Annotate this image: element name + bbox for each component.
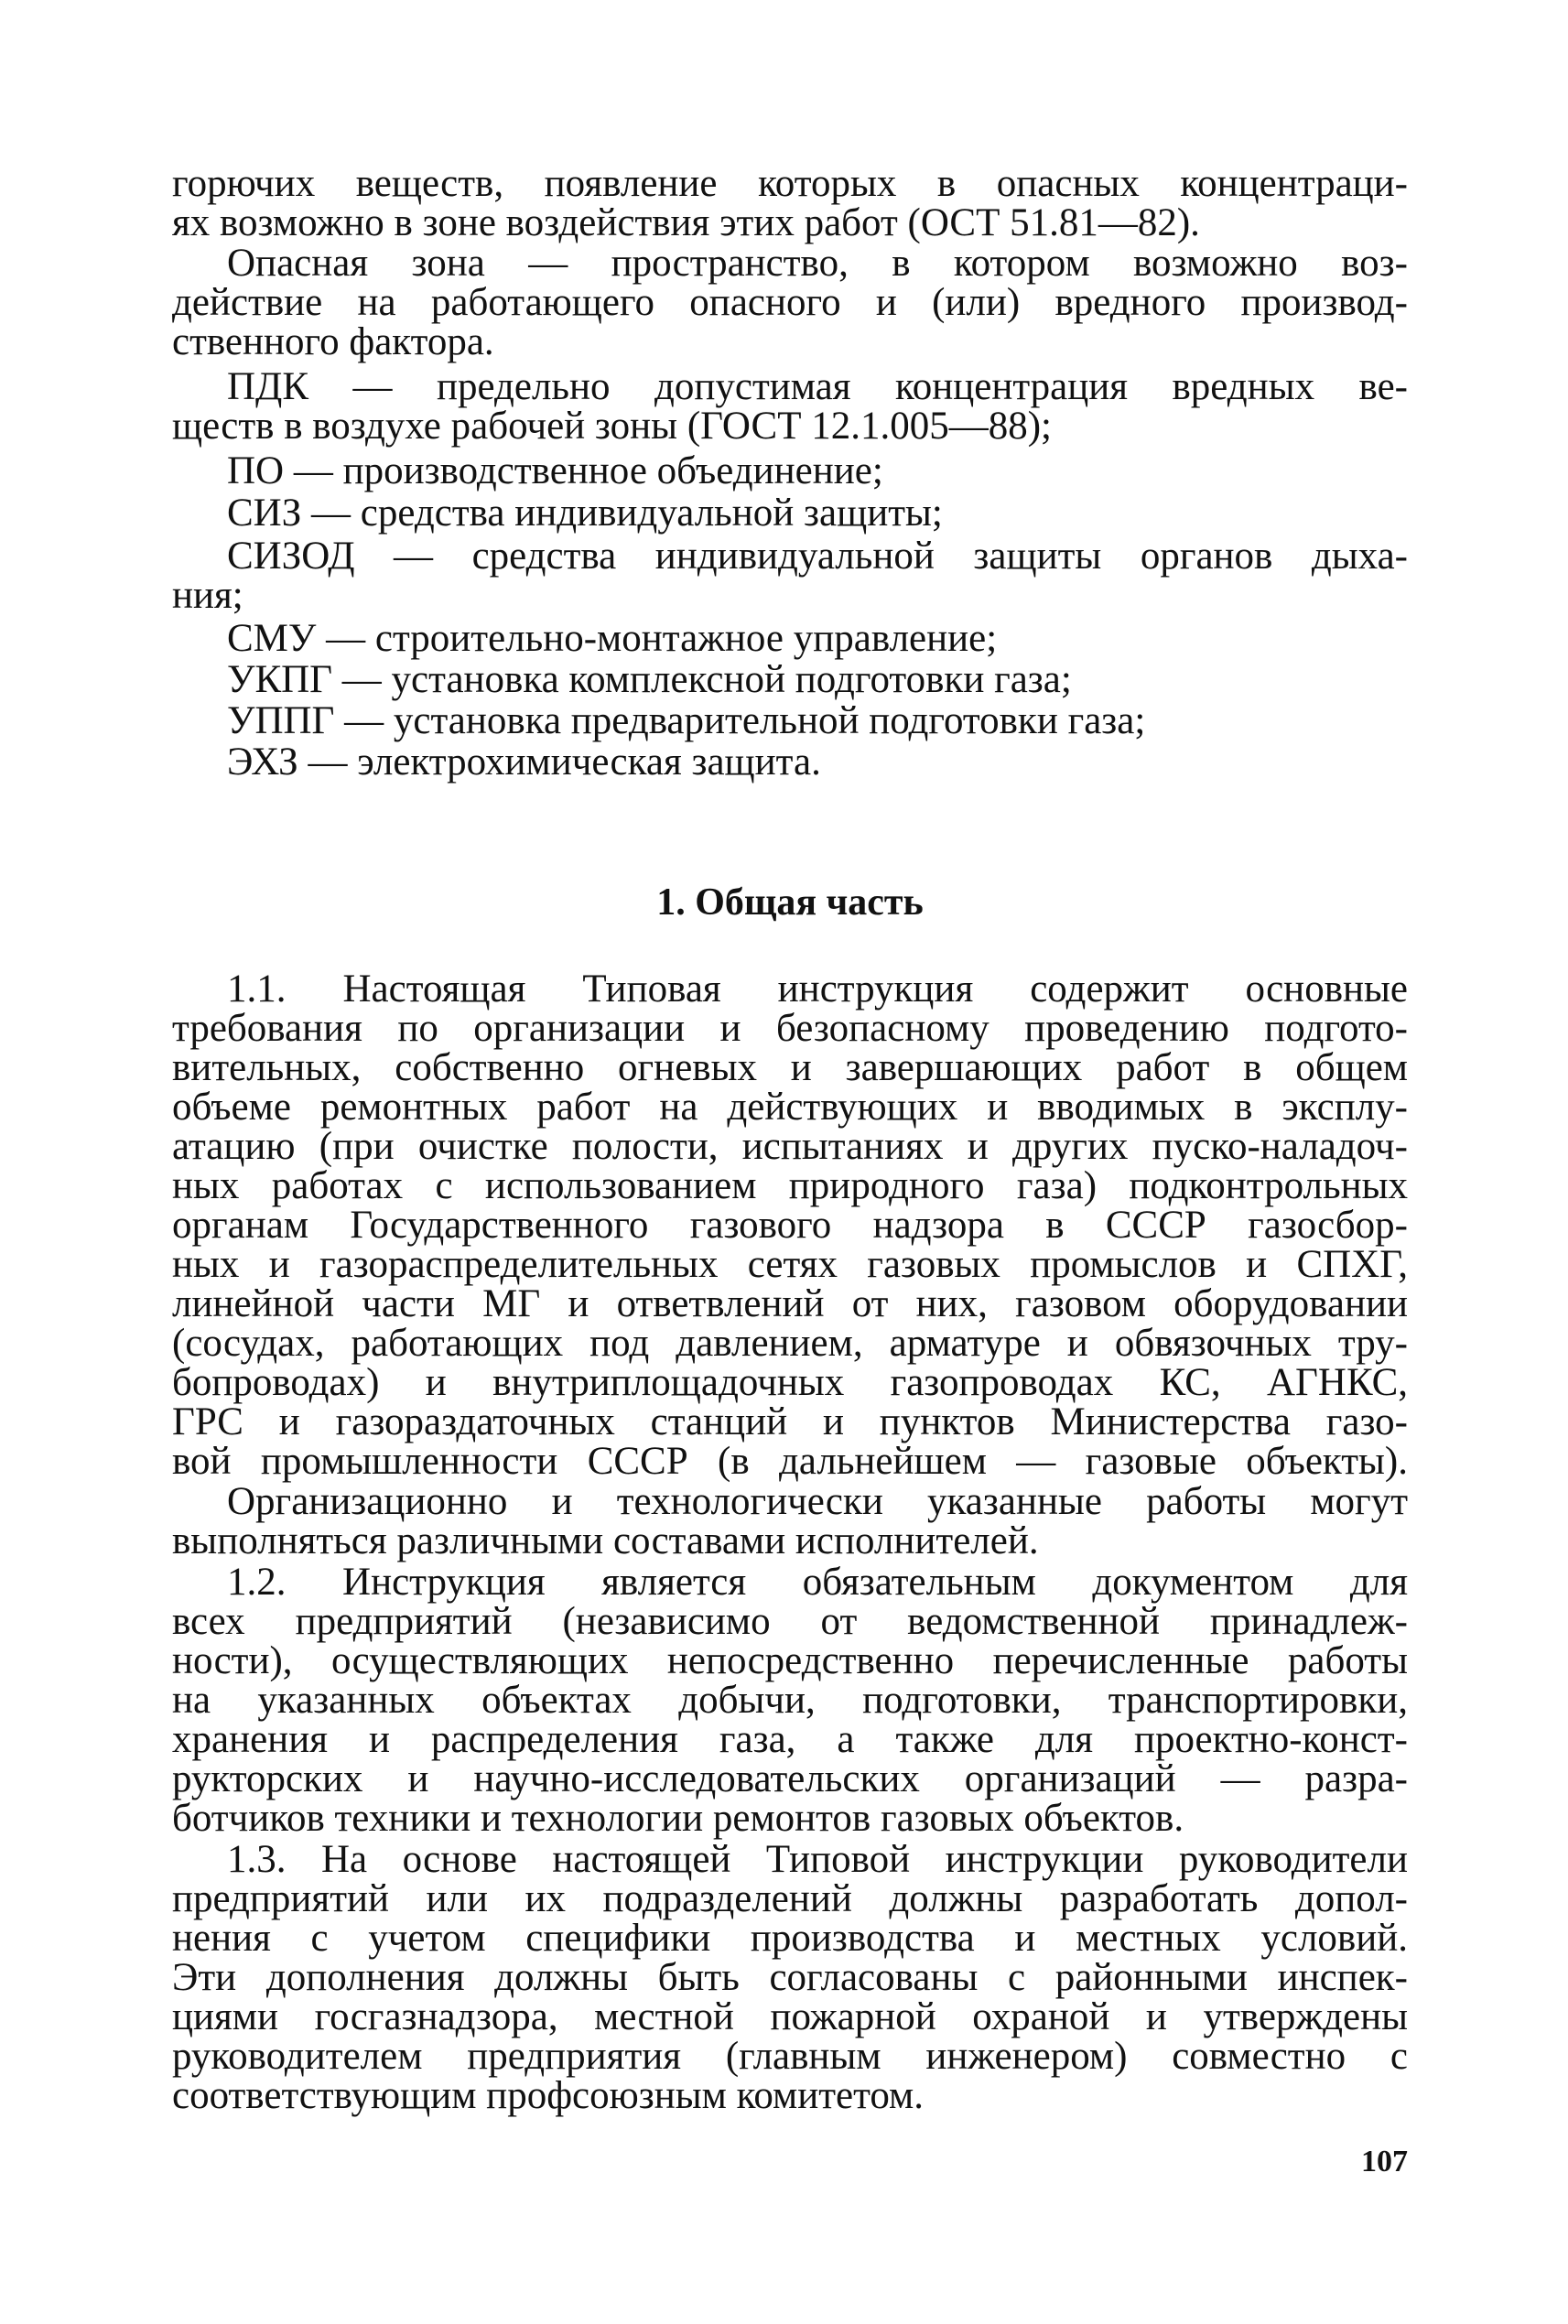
abbrev-line-15: ЭХЗ — электрохимическая защита. — [227, 741, 821, 784]
abbrev-line-9: СИЗ — средства индивидуальной защиты; — [227, 492, 943, 535]
section-line-19: на указанных объектах добычи, подготовки, транспортировки, — [172, 1680, 1408, 1722]
section-line-15: выполняться различными составами исполнителей. — [172, 1520, 1039, 1562]
abbrev-line-3: Опасная зона — пространство, в котором возможно воз- — [227, 243, 1408, 285]
section-line-11: бопроводах) и внутриплощадочных газопроводах КС, АГНКС, — [172, 1362, 1408, 1404]
section-line-17: всех предприятий (независимо от ведомственной принадлеж- — [172, 1601, 1408, 1643]
section-line-21: рукторских и научно-исследовательских организаций — разра- — [172, 1758, 1408, 1800]
section-line-23: 1.3. На основе настоящей Типовой инструкции руководители — [227, 1839, 1408, 1881]
section-line-7: органам Государственного газового надзора в СССР газосбор- — [172, 1205, 1408, 1247]
abbrev-line-5: ственного фактора. — [172, 321, 494, 363]
section-line-3: вительных, собственно огневых и завершающих работ в общем — [172, 1047, 1408, 1089]
section-line-14: Организационно и технологически указанные работы могут — [227, 1481, 1408, 1523]
section-line-20: хранения и распределения газа, а также для проектно-конст- — [172, 1719, 1408, 1761]
section-line-26: Эти дополнения должны быть согласованы с районными инспек- — [172, 1957, 1408, 1999]
section-line-28: руководителем предприятия (главным инженером) совместно с — [172, 2036, 1408, 2078]
section-line-4: объеме ремонтных работ на действующих и вводимых в эксплу- — [172, 1086, 1408, 1129]
section-line-29: соответствующим профсоюзным комитетом. — [172, 2075, 924, 2117]
section-line-10: (сосудах, работающих под давлением, арматуре и обвязочных тру- — [172, 1323, 1408, 1365]
abbrev-line-7: ществ в воздухе рабочей зоны (ГОСТ 12.1.005—88); — [172, 405, 1052, 448]
abbrev-line-12: СМУ — строительно-монтажное управление; — [227, 618, 998, 660]
section-line-1: 1.1. Настоящая Типовая инструкция содержит основные — [227, 968, 1408, 1011]
section-line-9: линейной части МГ и ответвлений от них, газовом оборудовании — [172, 1283, 1408, 1325]
section-line-13: вой промышленности СССР (в дальнейшем — газовые объекты). — [172, 1441, 1408, 1483]
document-page — [172, 163, 1408, 2268]
abbrev-line-6: ПДК — предельно допустимая концентрация вредных ве- — [227, 366, 1408, 408]
section-line-5: атацию (при очистке полости, испытаниях и других пуско-наладоч- — [172, 1126, 1408, 1168]
section-line-25: нения с учетом специфики производства и местных условий. — [172, 1918, 1408, 1960]
abbrev-line-10: СИЗОД — средства индивидуальной защиты органов дыха- — [227, 535, 1408, 578]
section-line-8: ных и газораспределительных сетях газовых промыслов и СПХГ, — [172, 1244, 1408, 1286]
section-line-18: ности), осуществляющих непосредственно перечисленные работы — [172, 1640, 1408, 1682]
section-line-6: ных работах с использованием природного газа) подконтрольных — [172, 1165, 1408, 1207]
page-number: 107 — [1361, 2145, 1408, 2178]
abbrev-line-14: УППГ — установка предварительной подготовки газа; — [227, 700, 1146, 742]
abbrev-line-11: ния; — [172, 575, 243, 617]
section-line-16: 1.2. Инструкция является обязательным документом для — [227, 1562, 1408, 1604]
abbrev-line-13: УКПГ — установка комплексной подготовки газа; — [227, 659, 1072, 701]
section-line-24: предприятий или их подразделений должны разработать допол- — [172, 1878, 1408, 1920]
abbrev-line-2: ях возможно в зоне воздействия этих работ (ОСТ 51.81—82). — [172, 202, 1200, 244]
section-line-2: требования по организации и безопасному проведению подгото- — [172, 1008, 1408, 1050]
section-heading: 1. Общая часть — [656, 881, 924, 924]
section-line-22: ботчиков техники и технологии ремонтов газовых объектов. — [172, 1798, 1184, 1840]
abbrev-line-8: ПО — производственное объединение; — [227, 450, 883, 492]
section-line-12: ГРС и газораздаточных станций и пунктов Министерства газо- — [172, 1401, 1408, 1443]
section-line-27: циями госгазнадзора, местной пожарной охраной и утверждены — [172, 1996, 1408, 2038]
abbrev-line-1: горючих веществ, появление которых в опасных концентраци- — [172, 163, 1408, 205]
abbrev-line-4: действие на работающего опасного и (или) вредного производ- — [172, 282, 1408, 324]
